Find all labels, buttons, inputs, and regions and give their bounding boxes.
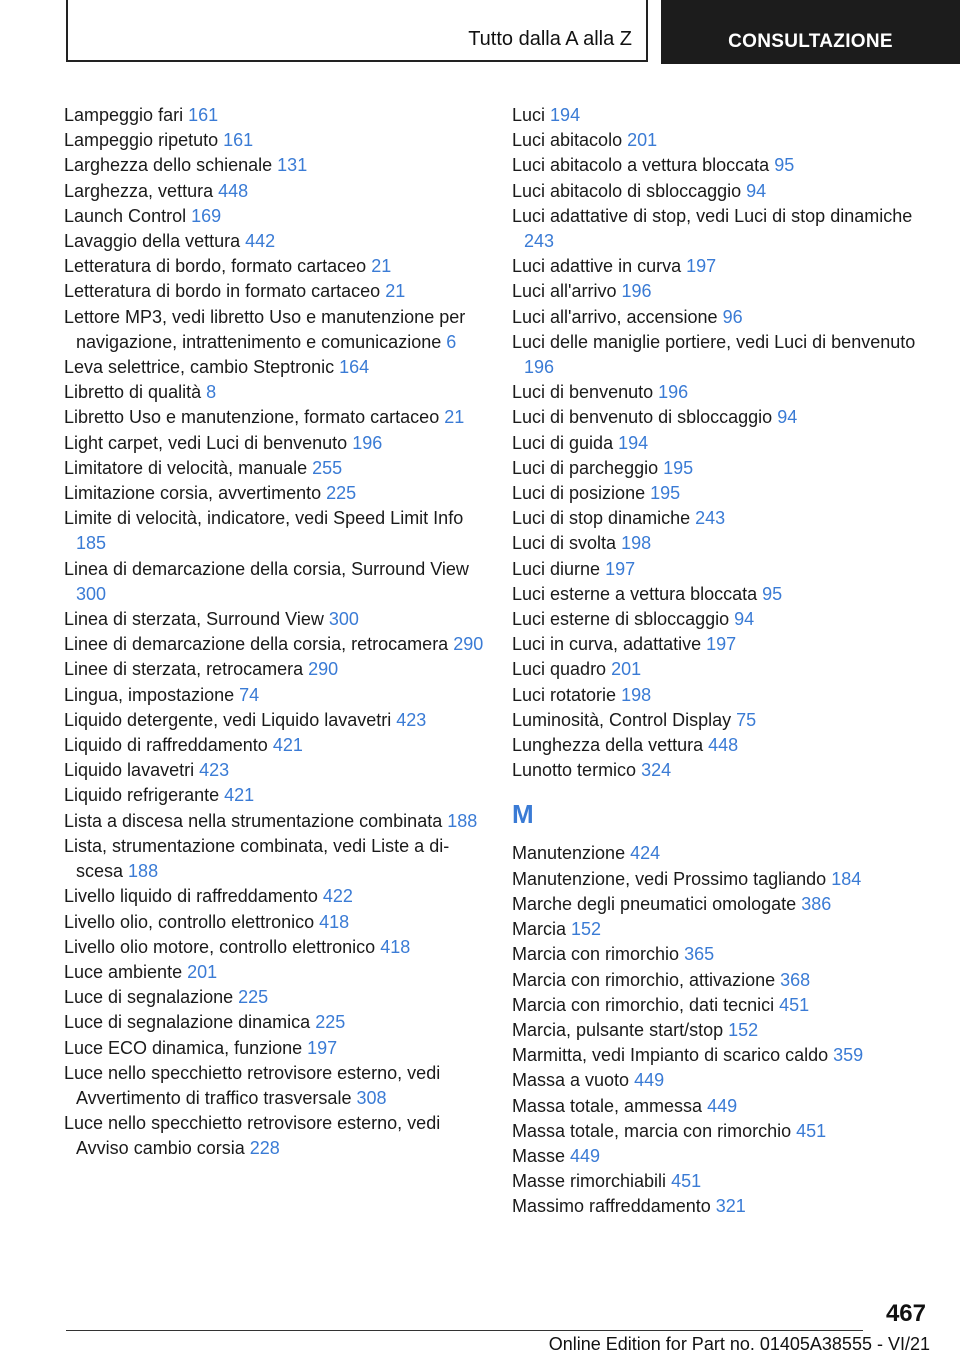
index-entry-page-link[interactable]: 169 <box>191 205 222 226</box>
index-entry-page-link[interactable]: 196 <box>621 281 652 302</box>
index-entry <box>512 1043 922 1068</box>
index-entry-term: Massa totale, ammessa <box>512 1095 703 1116</box>
index-entry-term: Letteratura di bordo in formato cartaceo <box>64 281 381 302</box>
index-entry-page-link[interactable]: 96 <box>722 306 743 327</box>
index-entry-page-link[interactable]: 194 <box>618 432 649 453</box>
index-entry <box>64 834 484 884</box>
index-entry <box>512 103 922 128</box>
index-entry <box>64 657 484 682</box>
index-entry-term: Luce nello specchietto retrovisore esterno, vedi Avvertimento di traffico trasversale <box>64 1062 441 1108</box>
index-entry <box>64 708 484 733</box>
index-entry-term: Luci quadro <box>512 659 607 680</box>
index-entry <box>64 128 484 153</box>
index-entry-page-link[interactable]: 21 <box>444 407 465 428</box>
index-entry-term: Linea di sterzata, Surround View <box>64 609 324 630</box>
index-entry <box>64 758 484 783</box>
index-entry-term: Luci di posizione <box>512 483 646 504</box>
index-entry <box>512 993 922 1018</box>
index-entry <box>64 1036 484 1061</box>
index-entry <box>512 405 922 430</box>
index-entry-page-link[interactable]: 290 <box>308 659 339 680</box>
index-entry <box>512 582 922 607</box>
index-entry-term: Limitazione corsia, avvertimento <box>64 483 322 504</box>
index-entry-term: Lunotto termico <box>512 760 637 781</box>
index-entry <box>512 128 922 153</box>
index-entry-term: Linee di demarcazione della corsia, retrocamera <box>64 634 449 655</box>
index-entry <box>64 229 484 254</box>
index-entry <box>512 758 922 783</box>
index-entry <box>64 607 484 632</box>
index-entry <box>64 179 484 204</box>
footer-edition: Online Edition for Part no. 01405A38555 - VI/21 <box>548 1334 930 1354</box>
page-header <box>0 0 960 66</box>
index-entry-term: Luci di benvenuto di sbloccaggio <box>512 407 773 428</box>
index-entry-page-link[interactable]: 94 <box>734 609 755 630</box>
index-entry <box>512 456 922 481</box>
index-entry-page-link[interactable]: 94 <box>777 407 798 428</box>
index-entry-page-link[interactable]: 423 <box>199 760 230 781</box>
index-entry <box>512 841 922 866</box>
index-entry-term: Lista a discesa nella strumentazione combinata <box>64 810 443 831</box>
index-entry <box>64 506 484 556</box>
index-entry-term: Marcia con rimorchio <box>512 944 680 965</box>
index-entry-term: Launch Control <box>64 205 187 226</box>
index-entry-page-link[interactable]: 368 <box>780 969 811 990</box>
index-entry-page-link[interactable]: 451 <box>779 994 810 1015</box>
index-entry-term: Manutenzione, vedi Prossimo tagliando <box>512 868 827 889</box>
index-entry-term: Marcia con rimorchio, dati tecnici <box>512 994 775 1015</box>
index-entry-page-link[interactable]: 196 <box>524 357 555 378</box>
index-entry <box>512 733 922 758</box>
index-entry-page-link[interactable]: 197 <box>307 1037 338 1058</box>
index-entry-term: Lista, strumentazione combinata, vedi Liste a discesa <box>64 835 450 882</box>
index-entry <box>512 557 922 582</box>
index-entry-term: Luci abitacolo <box>512 130 623 151</box>
index-entry-page-link[interactable]: 421 <box>272 735 303 756</box>
index-entry <box>512 1018 922 1043</box>
index-entry-page-link[interactable]: 184 <box>831 868 862 889</box>
index-entry <box>512 153 922 178</box>
index-entry-page-link[interactable]: 95 <box>774 155 795 176</box>
index-entry <box>64 405 484 430</box>
index-entry-term: Lunghezza della vettura <box>512 735 704 756</box>
index-entry <box>512 1094 922 1119</box>
index-entry <box>64 204 484 229</box>
index-entry <box>512 431 922 456</box>
index-entry-page-link[interactable]: 451 <box>796 1120 827 1141</box>
index-entry-term: Livello olio, controllo elettronico <box>64 911 315 932</box>
index-entry <box>512 179 922 204</box>
index-entry-term: Luce ambiente <box>64 961 183 982</box>
index-entry-page-link[interactable]: 131 <box>277 155 308 176</box>
index-entry-term: Massimo raffreddamento <box>512 1196 711 1217</box>
index-entry-term: Marche degli pneumatici omologate <box>512 893 797 914</box>
index-entry-page-link[interactable]: 300 <box>76 583 107 604</box>
index-entry <box>64 683 484 708</box>
index-entry <box>512 1194 922 1219</box>
index-entry-page-link[interactable]: 196 <box>352 432 383 453</box>
index-entry <box>512 632 922 657</box>
page-number: 467 <box>885 1300 926 1327</box>
index-entry-term: Luci di parcheggio <box>512 457 659 478</box>
index-entry-term: Masse <box>512 1145 566 1166</box>
index-entry-page-link[interactable]: 8 <box>206 382 217 403</box>
index-entry-page-link[interactable]: 365 <box>684 944 715 965</box>
index-entry-term: Luci esterne di sbloccaggio <box>512 609 730 630</box>
index-entry-page-link[interactable]: 152 <box>571 919 602 940</box>
index-entry-page-link[interactable]: 94 <box>746 180 767 201</box>
index-entry-page-link[interactable]: 164 <box>339 357 370 378</box>
index-entry-page-link[interactable]: 21 <box>385 281 406 302</box>
index-entry-term: Lettore MP3, vedi libretto Uso e manutenzione per navigazione, intrattenimento e comunicazione <box>64 306 466 352</box>
index-entry-page-link[interactable]: 152 <box>728 1019 759 1040</box>
index-group-m <box>512 841 922 1219</box>
index-entry-term: Marcia, pulsante start/stop <box>512 1019 724 1040</box>
index-entry-term: Massa a vuoto <box>512 1070 630 1091</box>
index-entry-term: Luci rotatorie <box>512 684 617 705</box>
index-entry-term: Luci in curva, adattative <box>512 634 702 655</box>
index-entry-term: Luce di segnalazione <box>64 987 234 1008</box>
index-entry <box>64 305 484 355</box>
index-entry-term: Liquido refrigerante <box>64 785 220 806</box>
index-entry <box>512 531 922 556</box>
index-entry <box>64 431 484 456</box>
index-entry-term: Lingua, impostazione <box>64 684 235 705</box>
index-entry-page-link[interactable]: 225 <box>238 987 269 1008</box>
index-entry-page-link[interactable]: 225 <box>315 1012 346 1033</box>
index-entry-term: Libretto Uso e manutenzione, formato cartaceo <box>64 407 440 428</box>
section-letter-m: M <box>512 799 534 830</box>
index-entry-page-link[interactable]: 161 <box>223 130 254 151</box>
index-entry-page-link[interactable]: 21 <box>371 256 392 277</box>
index-entry <box>512 330 922 380</box>
index-entry-page-link[interactable]: 95 <box>762 583 783 604</box>
index-entry-page-link[interactable]: 449 <box>707 1095 738 1116</box>
index-entry-term: Luci di stop dinamiche <box>512 508 691 529</box>
index-entry-term: Massa totale, marcia con rimorchio <box>512 1120 792 1141</box>
index-entry-page-link[interactable]: 243 <box>695 508 726 529</box>
index-entry-page-link[interactable]: 195 <box>650 483 681 504</box>
index-group-l <box>512 103 922 783</box>
index-entry-term: Luci esterne a vettura bloccata <box>512 583 758 604</box>
index-entry-page-link[interactable]: 448 <box>708 735 739 756</box>
index-entry <box>512 892 922 917</box>
index-entry-term: Luci di guida <box>512 432 614 453</box>
index-entry <box>512 607 922 632</box>
index-entry-term: Lavaggio della vettura <box>64 231 241 252</box>
index-entry-page-link[interactable]: 308 <box>356 1087 387 1108</box>
index-entry-term: Livello liquido di raffreddamento <box>64 886 318 907</box>
index-entry-page-link[interactable]: 359 <box>833 1045 864 1066</box>
index-entry-term: Luminosità, Control Display <box>512 709 732 730</box>
index-entry-page-link[interactable]: 161 <box>188 105 219 125</box>
index-entry <box>512 481 922 506</box>
index-entry-term: Larghezza dello schienale <box>64 155 273 176</box>
index-entry-page-link[interactable]: 196 <box>658 382 689 403</box>
index-entry <box>64 632 484 657</box>
index-entry-term: Masse rimorchiabili <box>512 1171 667 1192</box>
index-entry-page-link[interactable]: 386 <box>801 893 832 914</box>
index-entry <box>64 935 484 960</box>
index-entry <box>64 1010 484 1035</box>
index-entry-page-link[interactable]: 300 <box>328 609 359 630</box>
index-entry <box>512 1068 922 1093</box>
index-entry-term: Luci abitacolo a vettura bloccata <box>512 155 770 176</box>
index-entry-term: Luci all'arrivo <box>512 281 617 302</box>
index-entry-page-link[interactable]: 185 <box>76 533 107 554</box>
index-entry <box>64 960 484 985</box>
index-entry-page-link[interactable]: 451 <box>671 1171 702 1192</box>
index-entry-term: Marcia <box>512 919 567 940</box>
index-entry-page-link[interactable]: 198 <box>621 533 652 554</box>
index-entry <box>64 481 484 506</box>
footer-rule <box>66 1330 863 1331</box>
index-entry-term: Luci delle maniglie portiere, vedi Luci di benvenuto <box>512 331 916 352</box>
index-entry <box>512 1169 922 1194</box>
index-entry <box>512 657 922 682</box>
index-entry-page-link[interactable]: 324 <box>641 760 672 781</box>
index-entry-page-link[interactable]: 195 <box>663 457 694 478</box>
index-entry-page-link[interactable]: 418 <box>319 911 350 932</box>
index-entry-page-link[interactable]: 6 <box>446 331 457 352</box>
index-entry <box>64 1061 484 1111</box>
index-entry <box>64 783 484 808</box>
index-entry-term: Linea di demarcazione della corsia, Surround View <box>64 558 469 579</box>
index-entry-page-link[interactable]: 201 <box>611 659 642 680</box>
index-entry-page-link[interactable]: 75 <box>736 709 757 730</box>
index-entry <box>512 1119 922 1144</box>
index-entry-term: Luci di benvenuto <box>512 382 654 403</box>
index-entry-page-link[interactable]: 197 <box>706 634 737 655</box>
index-entry-page-link[interactable]: 424 <box>630 843 661 864</box>
index-entry-term: Luci abitacolo di sbloccaggio <box>512 180 742 201</box>
index-entry-term: Limitatore di velocità, manuale <box>64 457 308 478</box>
index-entry-page-link[interactable]: 243 <box>524 231 555 252</box>
index-entry-page-link[interactable]: 449 <box>570 1145 601 1166</box>
index-entry <box>512 968 922 993</box>
index-entry-page-link[interactable]: 442 <box>245 231 276 252</box>
index-entry <box>512 279 922 304</box>
index-entry-page-link[interactable]: 449 <box>634 1070 665 1091</box>
index-entry-term: Luci adattative di stop, vedi Luci di stop dinamiche <box>512 205 913 226</box>
index-entry <box>64 355 484 380</box>
index-entry <box>64 103 484 128</box>
index-entry-term: Liquido detergente, vedi Liquido lavavetri <box>64 709 392 730</box>
index-entry-page-link[interactable]: 321 <box>715 1196 746 1217</box>
index-entry-term: Luci <box>512 105 546 125</box>
header-title: Tutto dalla A alla Z <box>468 28 632 50</box>
index-entry <box>64 910 484 935</box>
index-entry-page-link[interactable]: 201 <box>187 961 218 982</box>
index-entry-term: Luci adattive in curva <box>512 256 682 277</box>
index-entry-term: Leva selettrice, cambio Steptronic <box>64 357 335 378</box>
index-entry <box>512 254 922 279</box>
index-entry <box>64 456 484 481</box>
index-entry-page-link[interactable]: 255 <box>312 457 343 478</box>
index-entry-term: Letteratura di bordo, formato cartaceo <box>64 256 367 277</box>
index-entry <box>64 279 484 304</box>
header-tab <box>66 0 648 62</box>
index-entry <box>512 867 922 892</box>
index-entry-page-link[interactable]: 188 <box>128 861 159 882</box>
index-entry <box>64 380 484 405</box>
index-entry-term: Luci di svolta <box>512 533 617 554</box>
index-entry-page-link[interactable]: 421 <box>224 785 255 806</box>
index-entry-term: Liquido di raffreddamento <box>64 735 268 756</box>
index-entry-term: Light carpet, vedi Luci di benvenuto <box>64 432 348 453</box>
index-entry-page-link[interactable]: 188 <box>447 810 478 831</box>
index-entry-page-link[interactable]: 201 <box>627 130 658 151</box>
index-entry <box>512 204 922 254</box>
index-entry-page-link[interactable]: 448 <box>218 180 249 201</box>
index-entry-term: Lampeggio ripetuto <box>64 130 219 151</box>
index-entry <box>64 809 484 834</box>
index-entry <box>64 254 484 279</box>
index-entry-page-link[interactable]: 422 <box>322 886 353 907</box>
index-entry-term: Liquido lavavetri <box>64 760 195 781</box>
index-entry-page-link[interactable]: 74 <box>239 684 260 705</box>
index-entry-page-link[interactable]: 197 <box>605 558 636 579</box>
index-entry-term: Manutenzione <box>512 843 626 864</box>
index-entry <box>64 733 484 758</box>
index-entry <box>512 683 922 708</box>
index-entry <box>512 380 922 405</box>
index-entry-page-link[interactable]: 194 <box>550 105 581 125</box>
index-entry <box>64 884 484 909</box>
index-column-left <box>64 103 484 1162</box>
header-section-label: CONSULTAZIONE <box>661 0 960 64</box>
index-entry <box>512 1144 922 1169</box>
index-entry-term: Luce di segnalazione dinamica <box>64 1012 311 1033</box>
index-column-right <box>512 103 922 1220</box>
index-entry-page-link[interactable]: 418 <box>380 936 411 957</box>
index-entry <box>512 942 922 967</box>
index-entry-term: Linee di sterzata, retrocamera <box>64 659 304 680</box>
index-entry-term: Lampeggio fari <box>64 105 184 125</box>
index-entry-term: Luce nello specchietto retrovisore esterno, vedi Avviso cambio corsia <box>64 1113 441 1159</box>
index-entry-term: Marcia con rimorchio, attivazione <box>512 969 776 990</box>
index-entry-term: Luci diurne <box>512 558 601 579</box>
index-entry-term: Limite di velocità, indicatore, vedi Speed Limit Info <box>64 508 464 529</box>
index-entry <box>64 1111 484 1161</box>
index-entry <box>512 917 922 942</box>
index-entry-page-link[interactable]: 197 <box>686 256 717 277</box>
index-entry-page-link[interactable]: 198 <box>621 684 652 705</box>
index-entry-term: Livello olio motore, controllo elettronico <box>64 936 376 957</box>
index-entry-term: Larghezza, vettura <box>64 180 214 201</box>
index-entry-page-link[interactable]: 423 <box>396 709 427 730</box>
index-entry-term: Luci all'arrivo, accensione <box>512 306 718 327</box>
index-entry-term: Luce ECO dinamica, funzione <box>64 1037 303 1058</box>
index-entry-term: Libretto di qualità <box>64 382 202 403</box>
index-entry <box>512 708 922 733</box>
index-entry <box>64 557 484 607</box>
index-entry-page-link[interactable]: 228 <box>249 1138 280 1159</box>
index-entry <box>64 153 484 178</box>
index-entry <box>512 506 922 531</box>
index-entry <box>64 985 484 1010</box>
index-entry <box>512 305 922 330</box>
index-entry-term: Marmitta, vedi Impianto di scarico caldo <box>512 1045 829 1066</box>
index-entry-page-link[interactable]: 290 <box>453 634 484 655</box>
index-entry-page-link[interactable]: 225 <box>326 483 357 504</box>
